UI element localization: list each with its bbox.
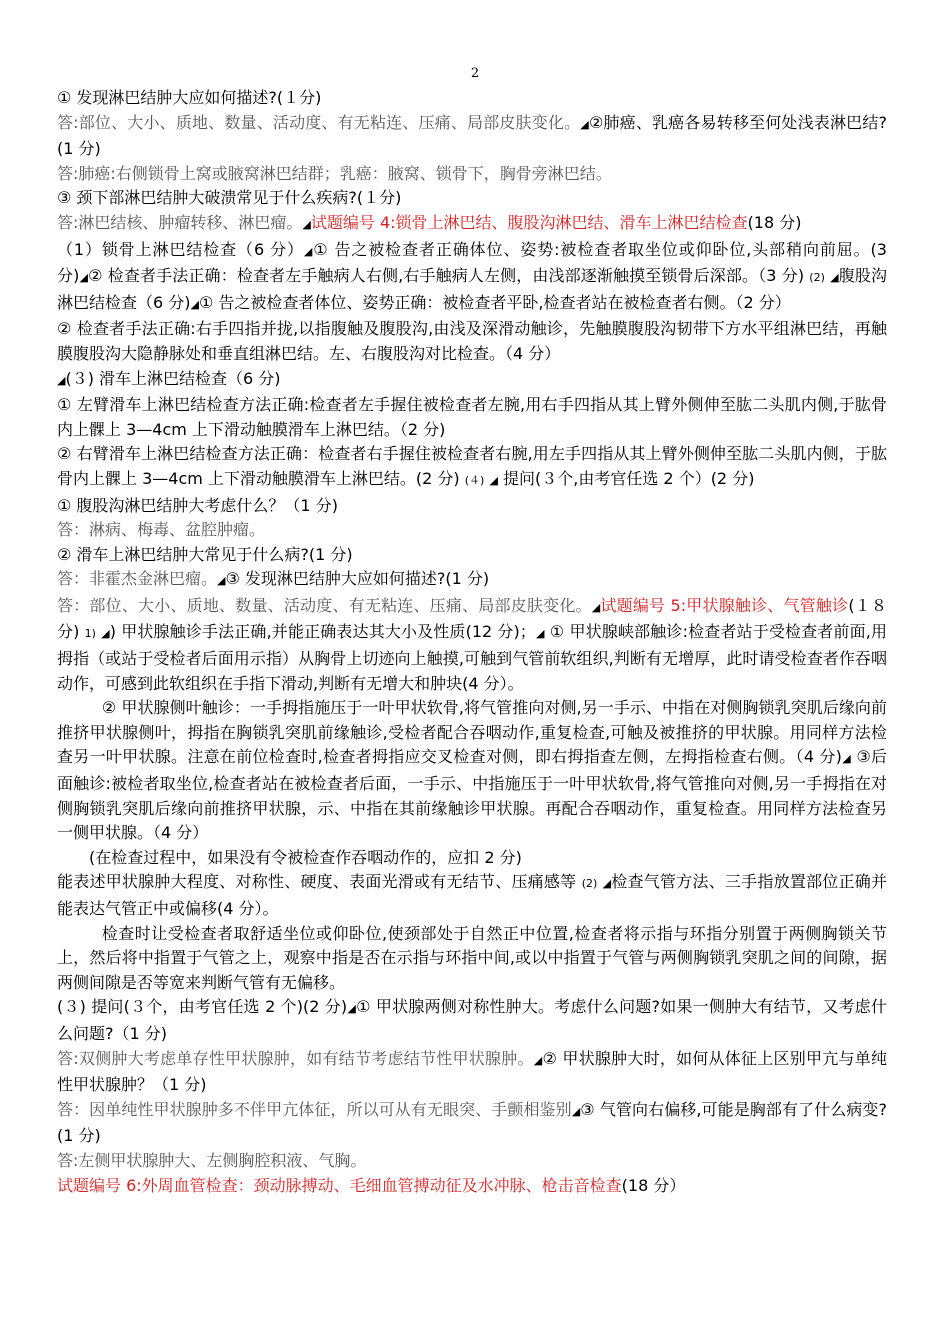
text-run: ② 检查者手法正确:右手四指并拢,以指腹触及腹股沟,由浅及深滑动触诊，先触膜腹股沟韧带下方水平组淋巴结，再触膜腹股沟大隐静脉处和垂直组淋巴结。左、右腹股沟对比检查。（4 分）	[57, 319, 887, 363]
inline-mark: ◢	[79, 271, 89, 285]
paragraph	[57, 442, 887, 493]
text-run: ① 左臂滑车上淋巴结检查方法正确:检查者左手握住被检查者左腕,用右手四指从其上臂外侧伸至肱二头肌内侧,于肱骨内上髁上 3—4cm 上下滑动触膜滑车上淋巴结。（2 分)	[57, 395, 887, 439]
inline-mark: ◢	[302, 217, 311, 231]
paragraph	[57, 1047, 887, 1098]
paragraph	[57, 111, 887, 162]
text-run: (18 分）	[621, 1175, 686, 1195]
paragraph	[57, 211, 887, 238]
text-run: ② 右臂滑车上淋巴结检查方法正确：检查者右手握住被检查者右腕,用左手四指从其上臂外侧伸至肱二头肌内侧，于肱骨内上髁上 3—4cm 上下滑动触膜滑车上淋巴结。(2 分)	[57, 444, 887, 488]
paragraph	[57, 594, 887, 696]
answer-text: 答:部位、大小、质地、数量、活动度、有无粘连、压痛、局部皮肤变化。	[57, 112, 581, 132]
paragraph	[57, 846, 887, 871]
paragraph	[57, 696, 887, 846]
text-run: 提问(３个,由考官任选 2 个）(2 分)	[497, 468, 755, 488]
answer-text: 答：淋病、梅毒、盆腔肿瘤。	[57, 520, 266, 540]
paragraph	[57, 1174, 887, 1199]
inline-mark: ◢	[535, 627, 545, 641]
paragraph	[57, 393, 887, 442]
text-run: ① 甲状腺峡部触诊:检查者站于受检查者前面,用拇指（或站于受检者后面用示指）从胸骨上切迹向上触摸,可触到气管前软组织,判断有无增厚，此时请受检查者作吞咽动作，可感到此软组织在手指下滑动,判断有无增大和肿块(4 分）。	[57, 622, 887, 693]
paragraph	[57, 238, 887, 318]
inline-mark: ◢	[841, 752, 851, 766]
text-run: ③ 气管向右偏移,可能是胸部有了什么病变?(1 分)	[57, 1099, 887, 1146]
inline-mark: (2)	[809, 271, 825, 285]
inline-mark: ◢	[57, 373, 66, 387]
text-run: 能表述甲状腺肿大程度、对称性、硬度、表面光滑或有无结节、压痛感等	[57, 872, 582, 892]
text-run: (18 分)	[747, 212, 802, 232]
text-run: 检查气管方法、三手指放置部位正确并能表达气管正中或偏移(4 分）。	[57, 872, 887, 918]
text-run: ① 甲状腺两侧对称性肿大。考虑什么问题?如果一侧肿大有结节，又考虑什么问题?（1 分)	[57, 997, 887, 1043]
text-run: 检查时让受检查者取舒适坐位或仰卧位,使颈部处于自然正中位置,检查者将示指与环指分别置于两侧胸锁关节上，然后将中指置于气管之上，观察中指是否在示指与环指中间,或以中指置于气管与两侧胸锁乳突肌之间的间隙，据两侧间隙是否等宽来判断气管有无偏移。	[57, 923, 887, 992]
text-run: ③ 发现淋巴结肿大应如何描述?(1 分)	[225, 569, 490, 589]
paragraph	[57, 86, 887, 111]
inline-mark: ◢	[830, 271, 839, 285]
paragraph	[57, 494, 887, 519]
inline-mark: ◢	[217, 574, 226, 588]
inline-mark: (４)	[464, 473, 485, 487]
paragraph	[57, 1098, 887, 1149]
text-run: ②肺癌、乳癌各易转移至何处浅表淋巴结? (1 分)	[57, 112, 887, 159]
paragraph	[57, 317, 887, 366]
page-number: 2	[470, 66, 480, 81]
paragraph	[57, 518, 887, 543]
paragraph	[57, 186, 887, 211]
paragraph	[57, 162, 887, 187]
text-run: ) 甲状腺触诊手法正确,并能正确表达其大小及性质(12 分)；	[109, 622, 536, 642]
text-run: ③ 颈下部淋巴结肿大破溃常见于什么疾病?(１分)	[57, 188, 402, 208]
text-run: (３) 滑车上淋巴结检查（6 分)	[65, 368, 281, 388]
paragraph	[57, 1149, 887, 1174]
text-run: (３) 提问(３个，由考官任选 2 个)(2 分)	[57, 997, 348, 1017]
answer-text: 答:双侧肿大考虑单存性甲状腺肿，如有结节考虑结节性甲状腺肿。	[57, 1048, 534, 1068]
answer-text: 答：部位、大小、质地、数量、活动度、有无粘连、压痛、局部皮肤变化。	[57, 595, 592, 615]
inline-mark: (2)	[581, 877, 598, 891]
answer-text: 答:左侧甲状腺肿大、左侧胸腔积液、气胸。	[57, 1150, 367, 1170]
inline-mark: ◢	[190, 297, 199, 311]
answer-text: 答：非霍杰金淋巴瘤。	[57, 569, 218, 589]
answer-text: 答:肺癌:右侧锁骨上窝或腋窝淋巴结群；乳癌：腋窝、锁骨下，胸骨旁淋巴结。	[57, 163, 612, 183]
text-run: ① 腹股沟淋巴结肿大考虑什么？（1 分)	[57, 495, 338, 515]
text-run: ① 发现淋巴结肿大应如何描述?(１分)	[57, 88, 322, 107]
exam-title: 试题编号 4:锁骨上淋巴结、腹股沟淋巴结、滑车上淋巴结检查	[310, 212, 748, 232]
paragraph	[57, 543, 887, 568]
inline-mark: ◢	[591, 600, 601, 614]
paragraph	[57, 567, 887, 594]
inline-mark: ◢	[303, 244, 314, 258]
inline-mark: ◢	[489, 473, 498, 487]
text-run: ③后面触诊:被检者取坐位,检查者站在被检查者后面，一手示、中指施压于一叶甲状软骨,将气管推向对侧,另一手拇指在对侧胸锁乳突肌后缘向前推挤甲状腺，示、中指在其前缘触诊甲状腺。再配合吞咽动作，重复检查。用同样方法检查另一侧甲状腺。（4 分）	[57, 747, 887, 843]
inline-mark: ◢	[533, 1053, 543, 1067]
text-run: ② 滑车上淋巴结肿大常见于什么病?(1 分)	[57, 544, 353, 564]
paragraph	[57, 870, 887, 921]
paragraph	[57, 995, 887, 1046]
text-run: （1）锁骨上淋巴结检查（6 分）	[57, 239, 304, 259]
answer-text: 答：因单纯性甲状腺肿多不伴甲亢体征，所以可从有无眼突、手颤相鉴别	[57, 1099, 572, 1119]
text-run: (在检查过程中，如果没有令被检查作吞咽动作的，应扣 2 分)	[89, 847, 522, 867]
paragraph	[57, 922, 887, 996]
inline-mark: ◢	[580, 117, 589, 131]
answer-text: 答:淋巴结核、肿瘤转移、淋巴瘤。	[57, 212, 303, 232]
text-run: ① 告之被检查者正确体位、姿势:被检查者取坐位或仰卧位,头部稍向前屈。(3 分)	[57, 239, 887, 286]
text-run: ② 甲状腺肿大时，如何从体征上区别甲亢与单纯性甲状腺肿？（1 分)	[57, 1048, 887, 1095]
inline-mark: ◢	[101, 627, 110, 641]
inline-mark: ◢	[347, 1002, 357, 1016]
paragraph	[57, 367, 887, 394]
text-run: ② 甲状腺侧叶触诊：一手拇指施压于一叶甲状软骨,将气管推向对侧,另一手示、中指在对侧胸锁乳突肌后缘向前推挤甲状腺侧叶，拇指在胸锁乳突肌前缘触诊,受检者配合吞咽动作,重复检查,可触及被推挤的甲状腺。用同样方法检查另一叶甲状腺。注意在前位检查时,检查者拇指应交叉检查对侧，即右拇指查左侧，左拇指检查右侧。（4 分)	[57, 698, 887, 767]
text-run: ② 检查者手法正确：检查者左手触病人右侧,右手触病人左侧，由浅部逐渐触摸至锁骨后深部。（3 分)	[88, 266, 810, 286]
exam-title: 试题编号 5:甲状腺触诊、气管触诊	[600, 595, 849, 615]
inline-mark: 1)	[84, 627, 96, 641]
text-run: 腹股沟淋巴结检查（6 分)	[57, 266, 887, 312]
inline-mark: ◢	[602, 877, 612, 891]
text-run: (１８分)	[57, 595, 887, 642]
text-run: ① 告之被检查者体位、姿势正确：被检查者平卧,检查者站在被检查者右侧。（2 分）	[198, 292, 791, 312]
inline-mark: ◢	[571, 1104, 581, 1118]
exam-title: 试题编号 6:外周血管检查：颈动脉搏动、毛细血管搏动征及水冲脉、枪击音检查	[57, 1175, 622, 1195]
document-body	[57, 86, 887, 1198]
